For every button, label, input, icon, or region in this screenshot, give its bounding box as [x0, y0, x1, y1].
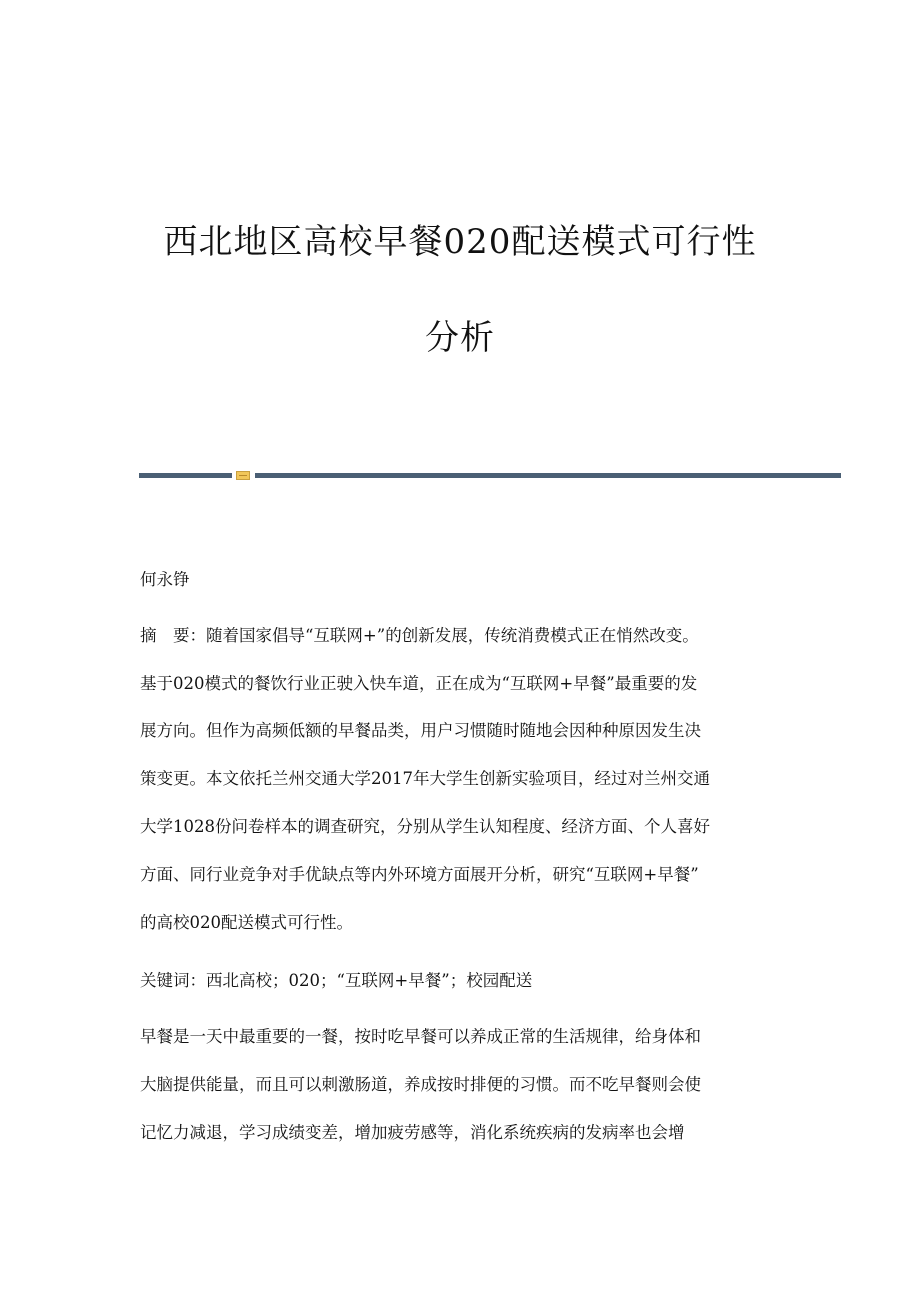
abstract-line: 摘 要：随着国家倡导“互联网+”的创新发展，传统消费模式正在悄然改变。 — [140, 626, 699, 645]
body-paragraph-line: 记忆力减退，学习成绩变差，增加疲劳感等，消化系统疾病的发病率也会增 — [140, 1123, 685, 1142]
abstract-line: 大学1028份问卷样本的调查研究，分别从学生认知程度、经济方面、个人喜好 — [140, 817, 710, 836]
title-divider — [139, 471, 841, 479]
abstract-line: 基于020模式的餐饮行业正驶入快车道，正在成为“互联网+早餐”最重要的发 — [140, 674, 698, 693]
document-title-line-1: 西北地区高校早餐020配送模式可行性 — [163, 222, 757, 262]
document-title-line-2: 分析 — [425, 318, 495, 358]
divider-bar-left — [139, 473, 232, 478]
keywords-line: 关键词：西北高校；020；“互联网+早餐”；校园配送 — [140, 971, 533, 990]
divider-ornament-icon — [236, 471, 250, 480]
author-name: 何永铮 — [140, 570, 190, 589]
abstract-line: 的高校020配送模式可行性。 — [140, 913, 353, 932]
abstract-line: 展方向。但作为高频低额的早餐品类，用户习惯随时随地会因种种原因发生决 — [140, 721, 701, 740]
divider-bar-right — [255, 473, 841, 478]
abstract-line: 方面、同行业竞争对手优缺点等内外环境方面展开分析，研究“互联网+早餐” — [140, 865, 699, 884]
body-paragraph-line: 早餐是一天中最重要的一餐，按时吃早餐可以养成正常的生活规律，给身体和 — [140, 1027, 701, 1046]
abstract-line: 策变更。本文依托兰州交通大学2017年大学生创新实验项目，经过对兰州交通 — [140, 769, 710, 788]
body-paragraph-line: 大脑提供能量，而且可以刺激肠道，养成按时排便的习惯。而不吃早餐则会使 — [140, 1075, 701, 1094]
